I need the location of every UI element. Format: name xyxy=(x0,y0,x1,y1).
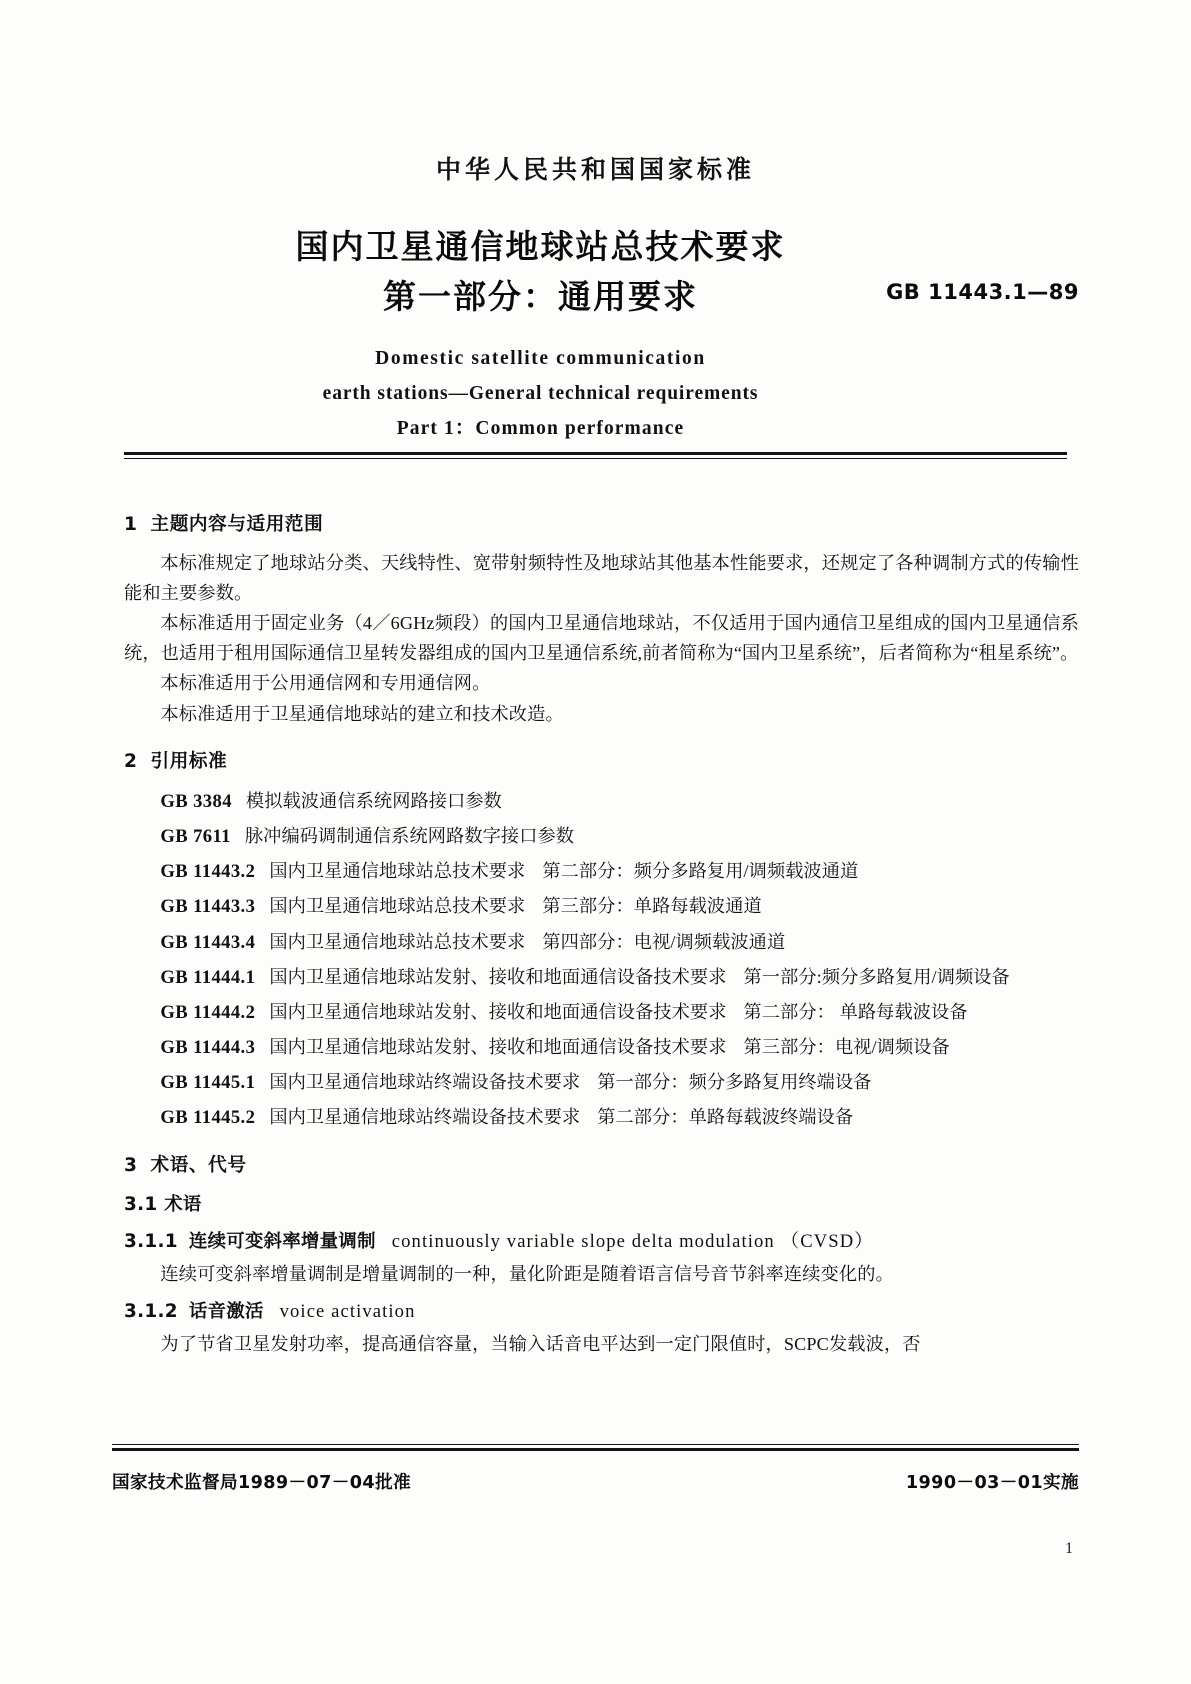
reference-part: 第二部分：频分多路复用/调频载波通道 xyxy=(542,861,859,882)
reference-part: 第一部分:频分多路复用/调频设备 xyxy=(743,966,1010,987)
section-1-paragraph-4: 本标准适用于卫星通信地球站的建立和技术改造。 xyxy=(160,703,564,724)
reference-item xyxy=(124,1068,1079,1098)
referenced-standards-list xyxy=(124,787,1079,1133)
section-2-number: 2 xyxy=(124,751,138,773)
reference-item xyxy=(124,928,1079,958)
section-1-number: 1 xyxy=(124,514,138,535)
term-3-1-1-english: continuously variable slope delta modulation （CVSD） xyxy=(391,1231,874,1253)
page-number: 1 xyxy=(1065,1540,1073,1557)
section-2-title: 引用标准 xyxy=(150,751,228,773)
reference-part: 第二部分： 单路每载波设备 xyxy=(743,1001,968,1022)
term-3-1-2-definition: 为了节省卫星发射功率，提高通信容量，当输入话音电平达到一定门限值时，SCPC发载波，否 xyxy=(160,1333,921,1354)
reference-item xyxy=(124,787,1079,817)
section-2-heading xyxy=(124,747,1079,777)
section-1-heading xyxy=(124,510,1079,540)
reference-code: GB 11445.2 xyxy=(160,1107,256,1129)
section-1-paragraph-3: 本标准适用于公用通信网和专用通信网。 xyxy=(160,673,491,694)
section-3-number: 3 xyxy=(124,1155,138,1177)
national-standard-label: 中华人民共和国国家标准 xyxy=(435,155,755,184)
standard-number: GB 11443.1—89 xyxy=(886,280,1079,304)
reference-item xyxy=(124,998,1079,1028)
term-3-1-2-chinese: 话音激活 xyxy=(188,1300,264,1322)
page-footer xyxy=(112,1469,1079,1494)
document-body xyxy=(124,492,1079,1360)
implementation-statement: 1990－03－01实施 xyxy=(905,1473,1079,1493)
reference-title: 国内卫星通信地球站总技术要求 xyxy=(269,931,526,952)
section-3-1-heading xyxy=(124,1190,1079,1220)
reference-item xyxy=(124,1103,1079,1133)
title-english-line-3: Part 1：Common performance xyxy=(396,417,685,439)
title-block xyxy=(0,222,1191,446)
title-chinese-line-1: 国内卫星通信地球站总技术要求 xyxy=(295,227,786,266)
approval-statement: 国家技术监督局1989－07－04批准 xyxy=(112,1473,412,1493)
reference-part: 第二部分：单路每载波终端设备 xyxy=(597,1107,854,1128)
reference-item xyxy=(124,1033,1079,1063)
masthead xyxy=(0,150,1191,186)
reference-title: 国内卫星通信地球站终端设备技术要求 xyxy=(269,1107,581,1128)
reference-title: 国内卫星通信地球站发射、接收和地面通信设备技术要求 xyxy=(269,966,727,987)
reference-code: GB 3384 xyxy=(160,791,232,813)
section-1-paragraph-1: 本标准规定了地球站分类、天线特性、宽带射频特性及地球站其他基本性能要求，还规定了各种调制方式的传输性能和主要参数。 xyxy=(124,553,1079,603)
reference-item xyxy=(124,822,1079,852)
reference-code: GB 7611 xyxy=(160,826,231,848)
title-chinese-line-2: 第一部分：通用要求 xyxy=(383,277,698,317)
reference-item xyxy=(124,857,1079,887)
section-3-1-title: 术语 xyxy=(164,1194,202,1216)
section-3-1-number: 3.1 xyxy=(124,1194,158,1216)
footer-divider-rule xyxy=(112,1444,1079,1451)
section-1-paragraph-2: 本标准适用于固定业务（4／6GHz频段）的国内卫星通信地球站，不仅适用于国内通信卫星组成的国内卫星通信系统，也适用于租用国际通信卫星转发器组成的国内卫星通信系统,前者简称为“国内卫星系统”，后者简称为“租星系统”。 xyxy=(124,613,1079,663)
reference-part: 第三部分：单路每载波通道 xyxy=(542,896,762,917)
reference-title: 脉冲编码调制通信系统网路数字接口参数 xyxy=(244,826,575,847)
reference-title: 国内卫星通信地球站终端设备技术要求 xyxy=(269,1072,581,1092)
term-3-1-1-chinese: 连续可变斜率增量调制 xyxy=(188,1231,376,1253)
section-1-title: 主题内容与适用范围 xyxy=(150,514,324,535)
document-title-english xyxy=(0,342,1191,446)
section-3-title: 术语、代号 xyxy=(150,1155,247,1177)
reference-title: 国内卫星通信地球站总技术要求 xyxy=(269,896,526,917)
reference-part: 第一部分：频分多路复用终端设备 xyxy=(597,1072,872,1092)
reference-item xyxy=(124,892,1079,922)
reference-part: 第三部分：电视/调频设备 xyxy=(743,1036,950,1057)
reference-title: 国内卫星通信地球站发射、接收和地面通信设备技术要求 xyxy=(269,1036,727,1057)
reference-part: 第四部分：电视/调频载波通道 xyxy=(542,931,786,952)
document-title-chinese xyxy=(0,222,1191,322)
title-english-line-2: earth stations—General technical requirements xyxy=(322,383,759,405)
term-3-1-2-english: voice activation xyxy=(279,1300,416,1322)
reference-item xyxy=(124,963,1079,993)
reference-title: 国内卫星通信地球站总技术要求 xyxy=(269,861,526,882)
title-english-line-1: Domestic satellite communication xyxy=(375,348,706,370)
header-divider-rule xyxy=(124,452,1067,459)
section-3-heading xyxy=(124,1151,1079,1181)
term-3-1-2-heading xyxy=(124,1297,1079,1327)
reference-code: GB 11444.2 xyxy=(160,1001,256,1023)
reference-code: GB 11445.1 xyxy=(160,1072,256,1093)
reference-code: GB 11443.2 xyxy=(160,861,256,883)
term-3-1-1-number: 3.1.1 xyxy=(124,1231,178,1253)
reference-title: 模拟载波通信系统网路接口参数 xyxy=(245,791,502,812)
reference-title: 国内卫星通信地球站发射、接收和地面通信设备技术要求 xyxy=(269,1001,727,1022)
reference-code: GB 11443.3 xyxy=(160,896,256,918)
term-3-1-1-definition: 连续可变斜率增量调制是增量调制的一种，量化阶距是随着语言信号音节斜率连续变化的。 xyxy=(160,1264,894,1285)
reference-code: GB 11444.3 xyxy=(160,1036,256,1058)
term-3-1-2-number: 3.1.2 xyxy=(124,1300,178,1322)
term-3-1-1-heading xyxy=(124,1227,1079,1257)
reference-code: GB 11444.1 xyxy=(160,966,256,988)
reference-code: GB 11443.4 xyxy=(160,931,256,953)
